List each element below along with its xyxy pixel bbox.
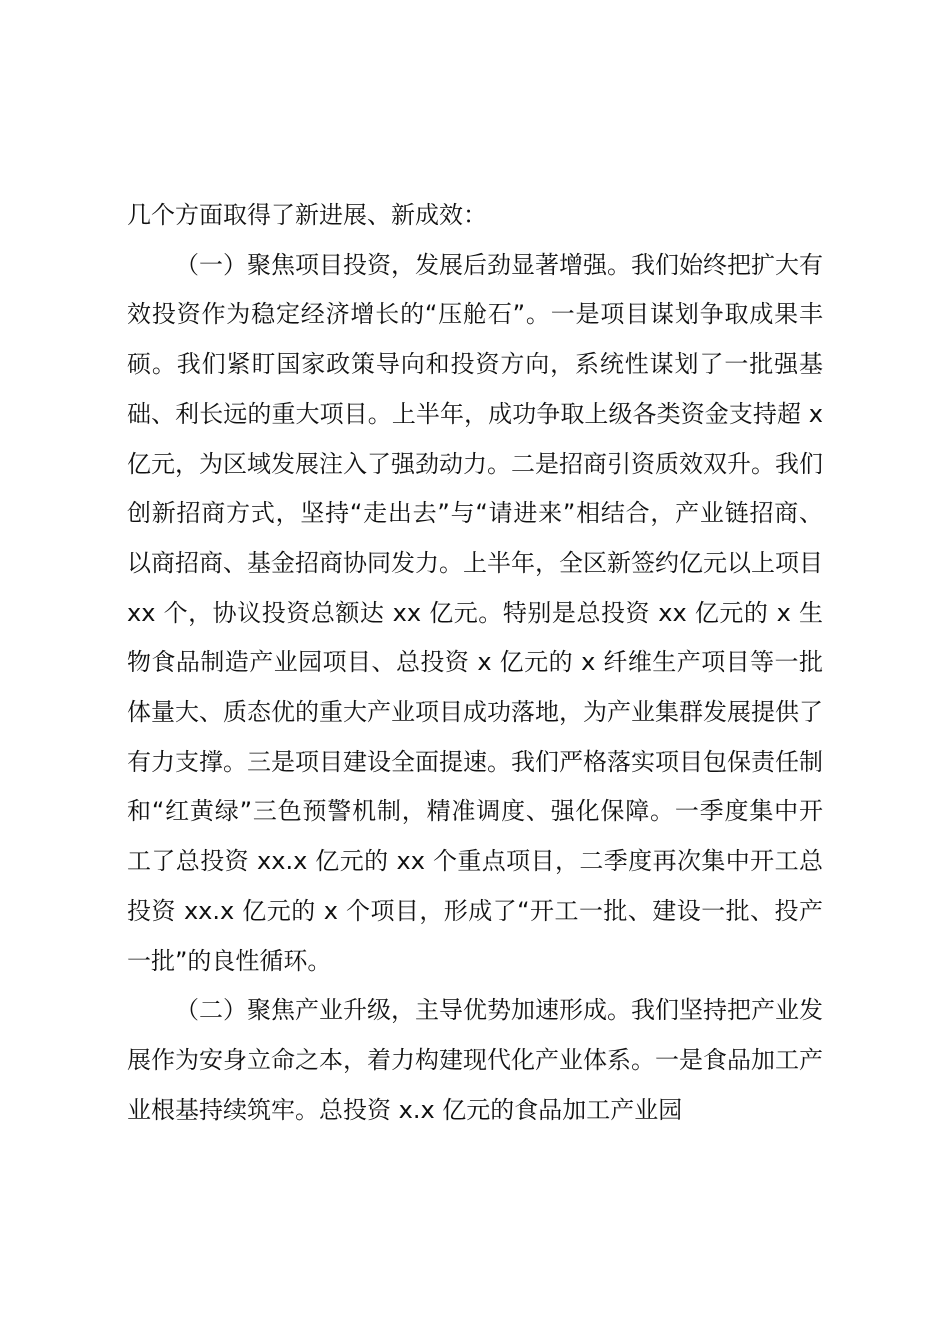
- paragraph-industry-upgrade: （二）聚焦产业升级，主导优势加速形成。我们坚持把产业发展作为安身立命之本，着力构建现代化产业体系。一是食品加工产业根基持续筑牢。总投资 x.x 亿元的食品加工产业园: [127, 996, 823, 1124]
- paragraph-intro: 几个方面取得了新进展、新成效：: [127, 201, 487, 229]
- body-text: [127, 191, 823, 1135]
- paragraph-project-investment: （一）聚焦项目投资，发展后劲显著增强。我们始终把扩大有效投资作为稳定经济增长的“压舱石”。一是项目谋划争取成果丰硕。我们紧盯国家政策导向和投资方向，系统性谋划了一批强基础、利长远的重大项目。上半年，成功争取上级各类资金支持超 x 亿元，为区域发展注入了强劲动力。二是招商引资质效双升。我们创新招商方式，坚持“走出去”与“请进来”相结合，产业链招商、以商招商、基金招商协同发力。上半年，全区新签约亿元以上项目 xx 个，协议投资总额达 xx 亿元。特别是总投资 xx 亿元的 x 生物食品制造产业园项目、总投资 x 亿元的 x 纤维生产项目等一批体量大、质态优的重大产业项目成功落地，为产业集群发展提供了有力支撑。三是项目建设全面提速。我们严格落实项目包保责任制和“红黄绿”三色预警机制，精准调度、强化保障。一季度集中开工了总投资 xx.x 亿元的 xx 个重点项目，二季度再次集中开工总投资 xx.x 亿元的 x 个项目，形成了“开工一批、建设一批、投产一批”的良性循环。: [127, 250, 823, 975]
